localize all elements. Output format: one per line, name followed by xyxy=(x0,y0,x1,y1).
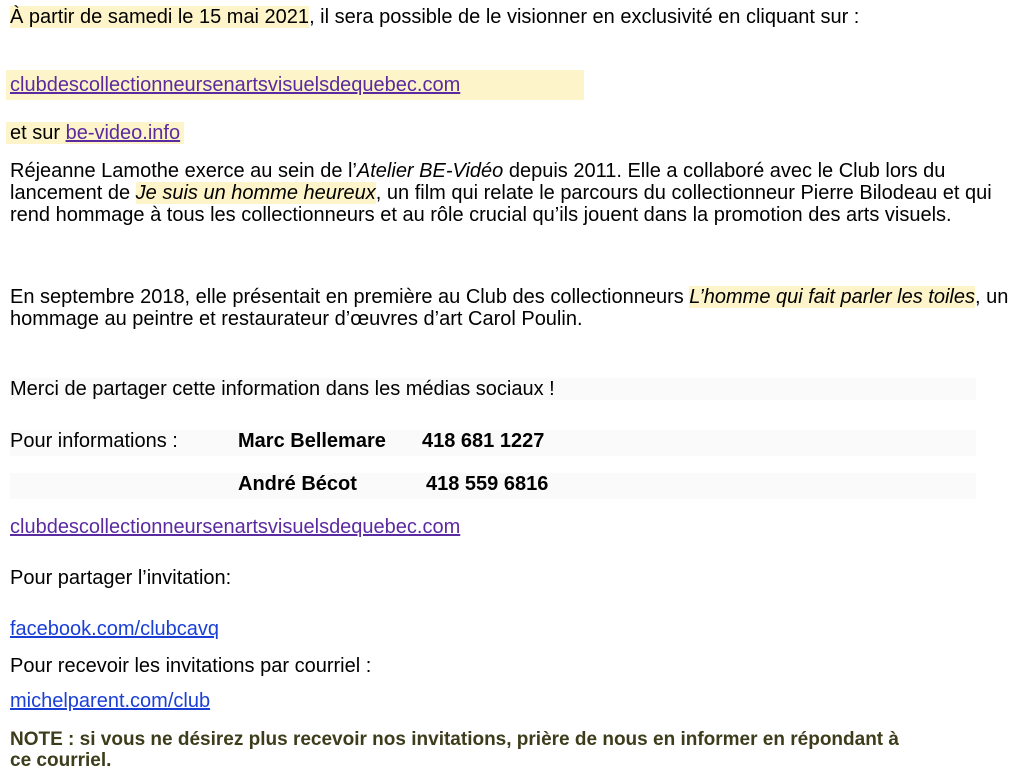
intro-date-highlight: À partir de samedi le 15 mai 2021 xyxy=(10,6,310,28)
intro-rest: , il sera possible de le visionner en exclusivité en cliquant sur : xyxy=(309,6,860,28)
also-on-line xyxy=(6,122,184,144)
share-invite-label: Pour partager l’invitation: xyxy=(10,567,232,589)
contact-row-1 xyxy=(10,430,976,456)
para2-text-2: , un hommage au peintre et restaurateur d’œuvres d’art Carol Poulin. xyxy=(10,286,1009,330)
para1-text-3: , un film qui relate le parcours du collectionneur Pierre Bilodeau et qui rend hommage à tous les collectionneurs et au rôle crucial qu’ils jouent dans la promotion des arts visuels. xyxy=(10,182,992,226)
para1-text-2: depuis 2011. Elle a collaboré avec le Club lors du lancement de xyxy=(10,160,946,204)
michelparent-link[interactable]: michelparent.com/club xyxy=(10,690,211,712)
para1-text-1: Réjeanne Lamothe exerce au sein de l’ xyxy=(10,160,357,182)
receive-label: Pour recevoir les invitations par courriel : xyxy=(10,655,372,677)
contact-phone-2: 418 559 6816 xyxy=(426,473,549,495)
contact-phone-1: 418 681 1227 xyxy=(422,430,545,452)
club-link-2[interactable]: clubdescollectionneursenartsvisuelsdequebec.com xyxy=(10,516,461,538)
paragraph-2018 xyxy=(10,286,1010,330)
facebook-link[interactable]: facebook.com/clubcavq xyxy=(10,618,220,640)
share-message-text: Merci de partager cette information dans les médias sociaux ! xyxy=(10,378,555,400)
contacts-label: Pour informations : xyxy=(10,430,178,452)
film-title-italic: Je suis un homme heureux xyxy=(135,182,376,204)
unsubscribe-note: NOTE : si vous ne désirez plus recevoir nos invitations, prière de nous en informer en répondant à ce courriel. xyxy=(10,729,899,771)
share-message xyxy=(10,378,976,400)
intro-paragraph xyxy=(10,6,1010,28)
para2-text-1: En septembre 2018, elle présentait en première au Club des collectionneurs xyxy=(10,286,690,308)
be-video-link[interactable]: be-video.info xyxy=(65,122,181,144)
contact-name-1: Marc Bellemare xyxy=(238,430,386,452)
contact-name-2: André Bécot xyxy=(238,473,357,495)
paragraph-lamothe xyxy=(10,160,1010,226)
homme-toiles-italic: L’homme qui fait parler les toiles xyxy=(689,286,975,308)
atelier-italic: Atelier BE-Vidéo xyxy=(356,160,504,182)
contact-row-2 xyxy=(10,473,976,499)
also-on-prefix: et sur xyxy=(10,122,66,144)
club-link-1[interactable]: clubdescollectionneursenartsvisuelsdequebec.com xyxy=(10,74,461,96)
